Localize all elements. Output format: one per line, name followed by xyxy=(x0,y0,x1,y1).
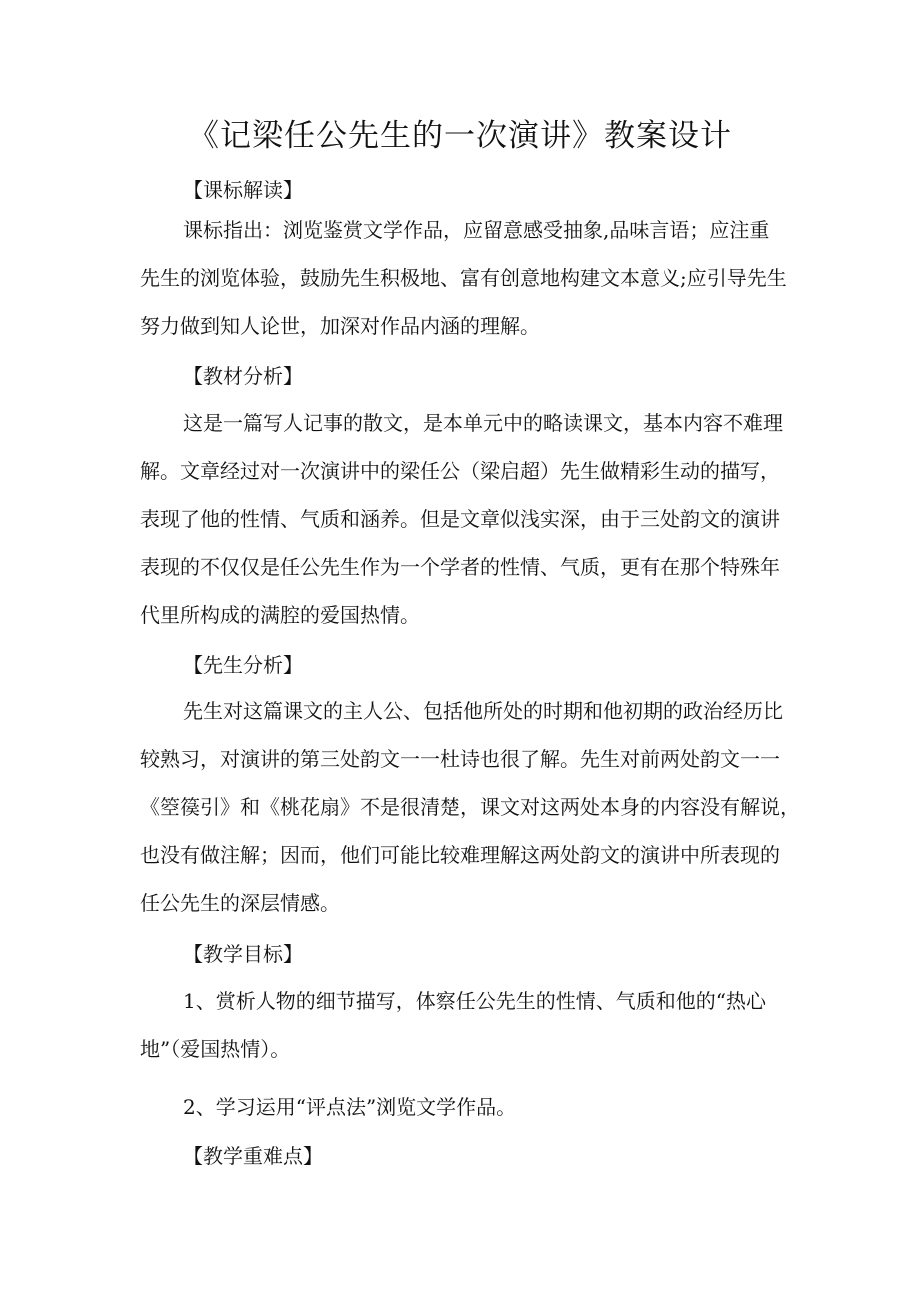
heading-material: 【教材分析】 xyxy=(183,364,303,388)
standard-line-1: 课标指出：浏览鉴赏文学作品，应留意感受抽象,品味言语；应注重 xyxy=(183,218,770,242)
goals-line-2: 地”（爱国热情）。 xyxy=(140,1037,291,1061)
student-line-2: 较熟习，对演讲的第三处韵文一一杜诗也很了解。先生对前两处韵文一一 xyxy=(140,747,780,771)
goals-line-3: 2、学习运用“评点法”浏览文学作品。 xyxy=(183,1095,517,1119)
material-line-5: 代里所构成的满腔的爱国热情。 xyxy=(140,603,420,627)
standard-line-2: 先生的浏览体验，鼓励先生积极地、富有创意地构建文本意义;应引导先生 xyxy=(140,266,787,290)
material-line-2: 解。文章经过对一次演讲中的梁任公（梁启超）先生做精彩生动的描写， xyxy=(140,459,780,483)
standard-line-3: 努力做到知人论世，加深对作品内涵的理解。 xyxy=(140,314,540,338)
material-line-4: 表现的不仅仅是任公先生作为一个学者的性情、气质，更有在那个特殊年 xyxy=(140,555,780,579)
material-line-3: 表现了他的性情、气质和涵养。但是文章似浅实深，由于三处韵文的演讲 xyxy=(140,507,780,531)
heading-student: 【先生分析】 xyxy=(183,653,303,677)
student-line-5: 任公先生的深层情感。 xyxy=(140,891,340,915)
heading-standard: 【课标解读】 xyxy=(183,178,303,202)
goals-line-1: 1、赏析人物的细节描写，体察任公先生的性情、气质和他的“热心 xyxy=(183,989,766,1013)
student-line-3: 《箜篌引》和《桃花扇》不是很清楚，课文对这两处本身的内容没有解说， xyxy=(140,795,800,819)
document-title: 《记梁任公先生的一次演讲》教案设计 xyxy=(188,118,732,154)
material-line-1: 这是一篇写人记事的散文，是本单元中的略读课文，基本内容不难理 xyxy=(183,411,783,435)
heading-difficulty: 【教学重难点】 xyxy=(183,1144,323,1168)
student-line-4: 也没有做注解；因而，他们可能比较难理解这两处韵文的演讲中所表现的 xyxy=(140,843,780,867)
heading-goals: 【教学目标】 xyxy=(183,942,303,966)
student-line-1: 先生对这篇课文的主人公、包括他所处的时期和他初期的政治经历比 xyxy=(183,699,783,723)
